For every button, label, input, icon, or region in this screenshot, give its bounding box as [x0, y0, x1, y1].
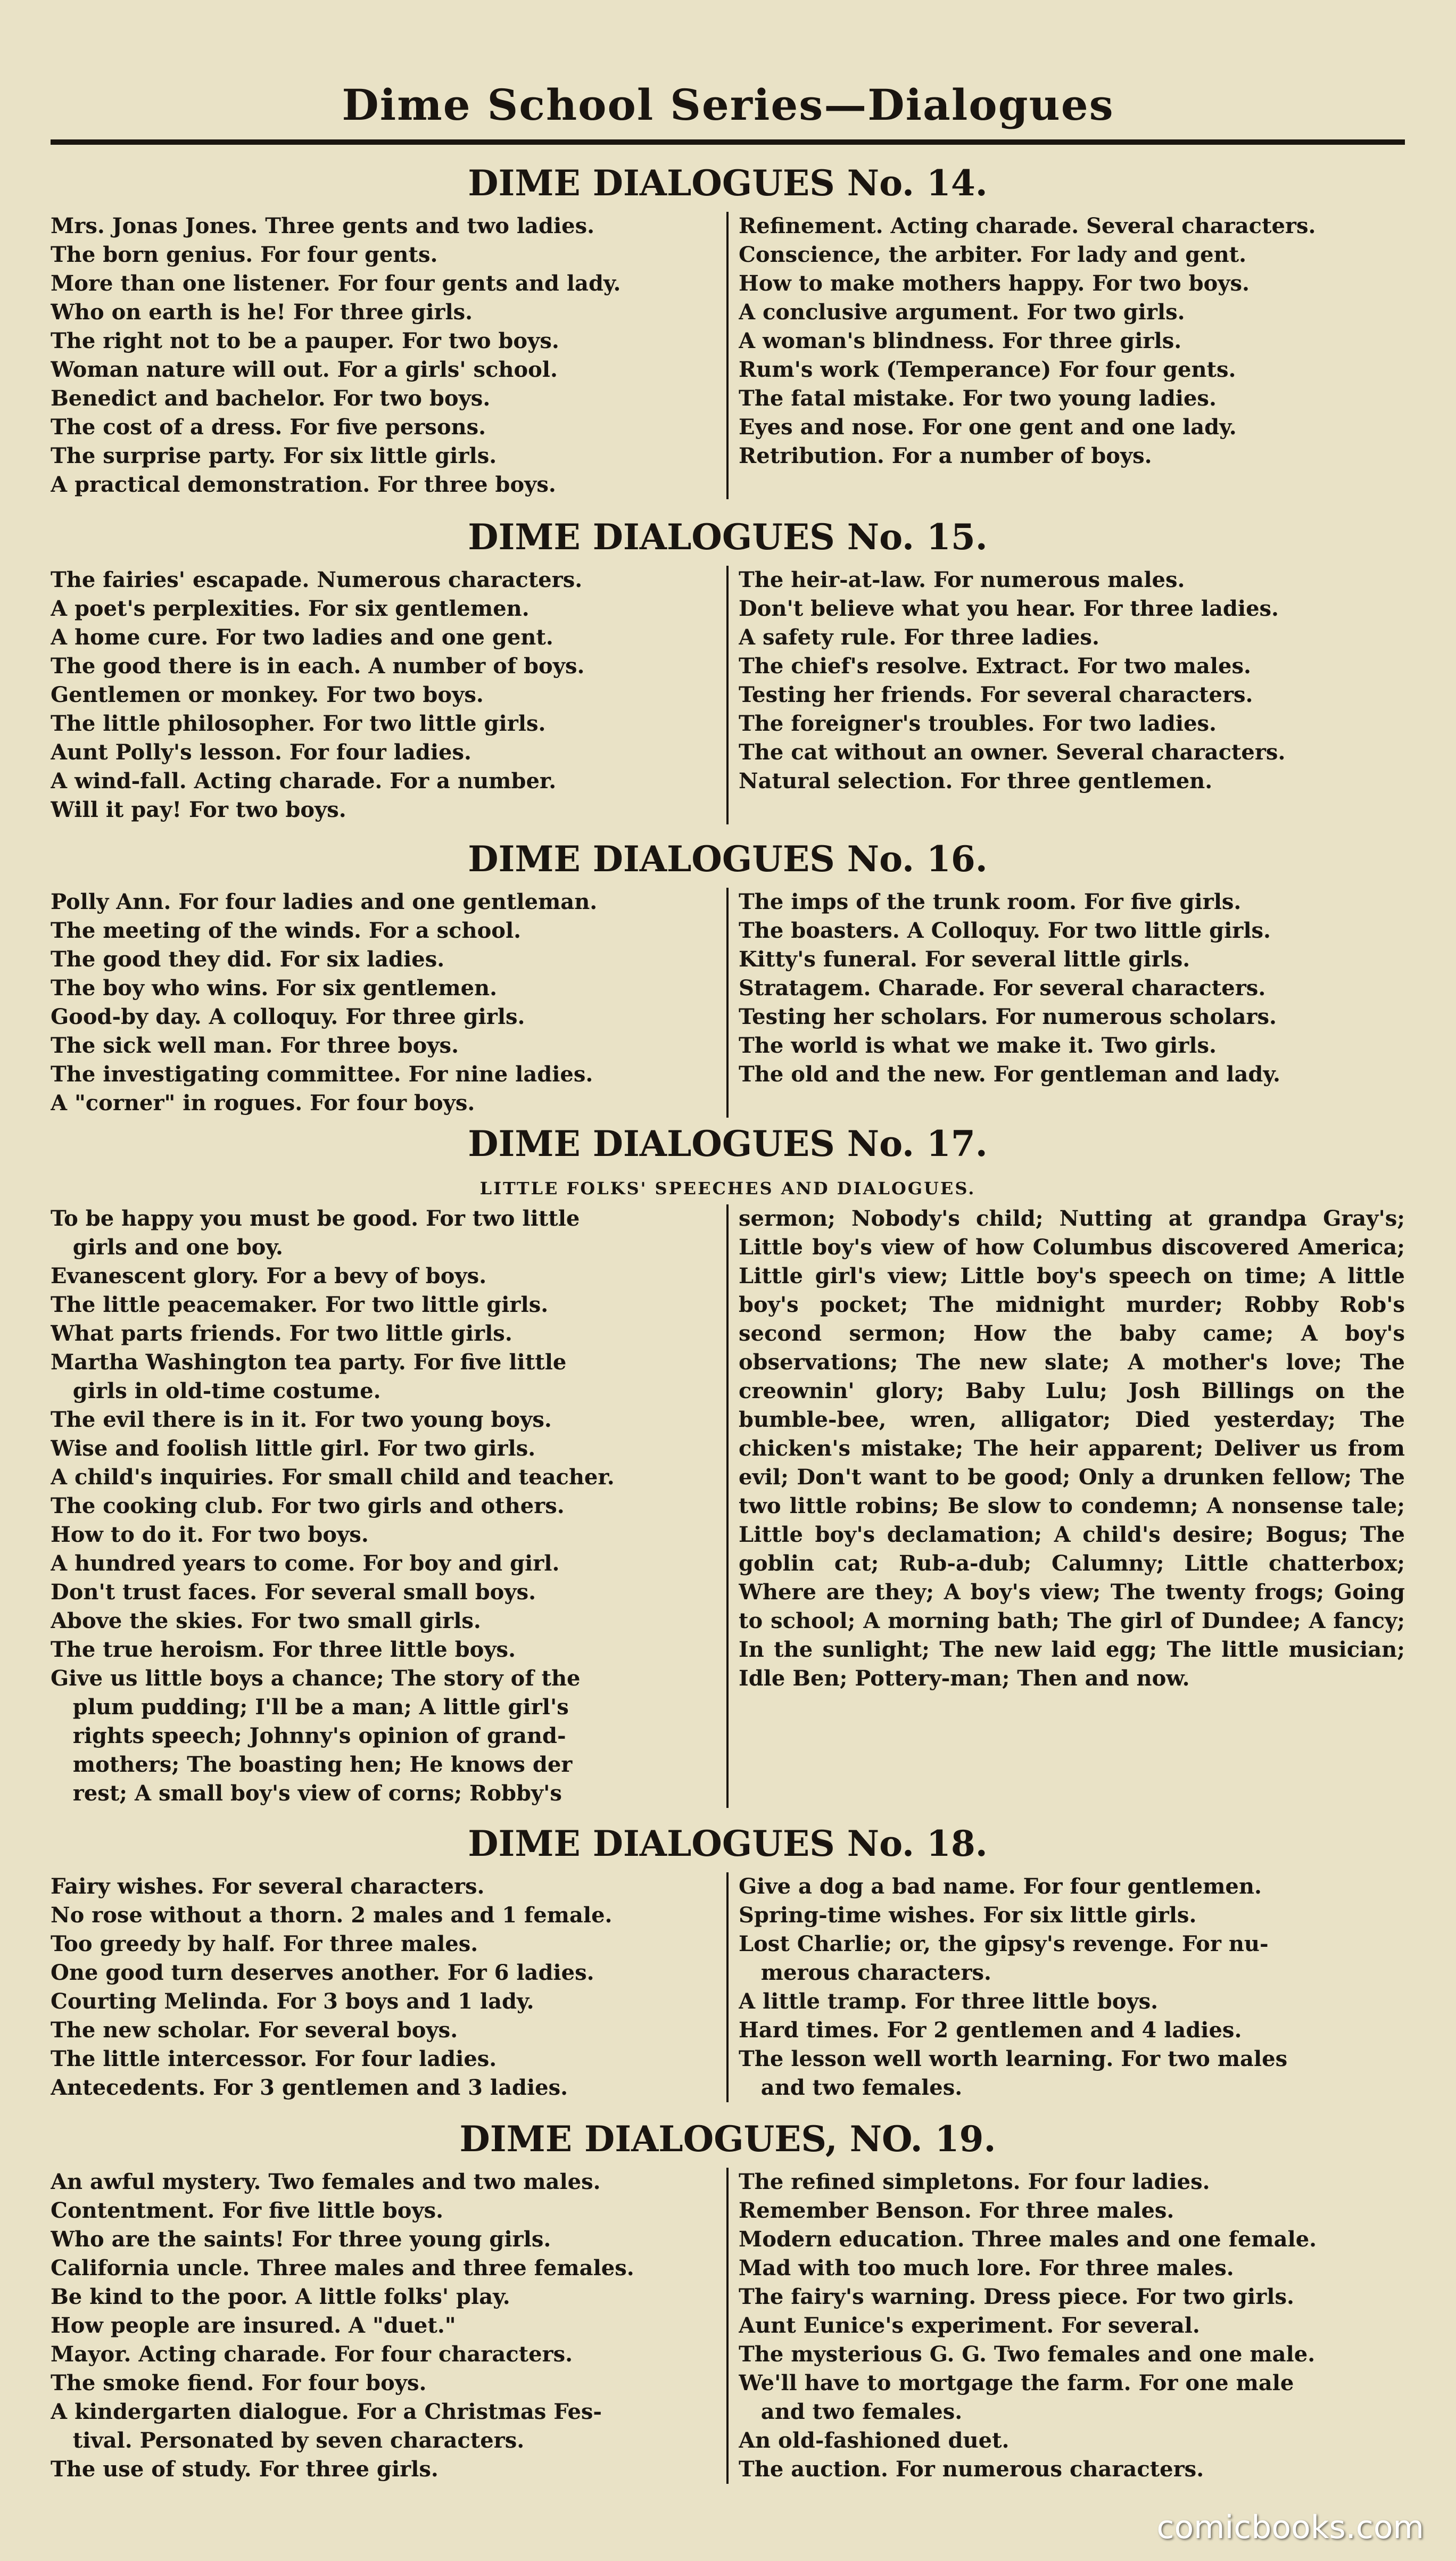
list-item: Be kind to the poor. A little folks' play. — [51, 2284, 510, 2309]
list-item: Remember Benson. For three males. — [739, 2198, 1174, 2223]
left-column — [51, 212, 717, 499]
list-item: Gentlemen or monkey. For two boys. — [51, 682, 484, 707]
list-item: Aunt Polly's lesson. For four ladies. — [51, 740, 471, 765]
column-divider — [726, 1204, 729, 1808]
right-column — [739, 2168, 1405, 2484]
list-item: The heir-at-law. For numerous males. — [739, 567, 1185, 592]
list-item: Modern education. Three males and one female. — [739, 2227, 1317, 2252]
list-item: A child's inquiries. For small child and teacher. — [51, 1465, 615, 1490]
list-item: The world is what we make it. Two girls. — [739, 1033, 1217, 1058]
left-column — [51, 566, 717, 824]
list-item: The sick well man. For three boys. — [51, 1033, 459, 1058]
page-header: Dime School Series—Dialogues — [342, 80, 1114, 130]
list-item: We'll have to mortgage the farm. For one male — [739, 2370, 1294, 2395]
list-item: One good turn deserves another. For 6 ladies. — [51, 1960, 594, 1985]
section-subtitle: LITTLE FOLKS' SPEECHES AND DIALOGUES. — [479, 1178, 976, 1199]
list-item: A little tramp. For three little boys. — [739, 1989, 1159, 2014]
list-item: Fairy wishes. For several characters. — [51, 1874, 485, 1899]
list-item: A "corner" in rogues. For four boys. — [51, 1091, 475, 1116]
left-column — [51, 1872, 717, 2102]
list-item: Give a dog a bad name. For four gentlemen. — [739, 1874, 1262, 1899]
right-column — [739, 566, 1405, 824]
list-item: rest; A small boy's view of corns; Robby's — [51, 1781, 562, 1806]
right-column — [739, 212, 1405, 499]
column-divider — [726, 1872, 729, 2102]
list-item: Retribution. For a number of boys. — [739, 443, 1152, 468]
list-item: Testing her friends. For several characters. — [739, 682, 1253, 707]
list-item: Don't believe what you hear. For three ladies. — [739, 596, 1279, 621]
list-item: How people are insured. A "duet." — [51, 2313, 456, 2338]
list-item: A safety rule. For three ladies. — [739, 625, 1099, 650]
left-column — [51, 1204, 717, 1808]
list-item: Will it pay! For two boys. — [51, 797, 346, 822]
list-item: The new scholar. For several boys. — [51, 2018, 458, 2043]
list-item: The imps of the trunk room. For five girls. — [739, 889, 1242, 914]
list-item: How to do it. For two boys. — [51, 1522, 369, 1547]
column-divider — [726, 212, 729, 499]
list-item: Who are the saints! For three young girls. — [51, 2227, 551, 2252]
list-item: What parts friends. For two little girls. — [51, 1321, 512, 1346]
list-item: and two females. — [739, 2399, 963, 2424]
list-item: The foreigner's troubles. For two ladies. — [739, 711, 1217, 736]
list-item: Good-by day. A colloquy. For three girls. — [51, 1004, 525, 1029]
list-item: Conscience, the arbiter. For lady and gent. — [739, 242, 1247, 267]
list-item: Woman nature will out. For a girls' school. — [51, 357, 558, 382]
section-19 — [51, 2110, 1405, 2484]
section-columns — [51, 1872, 1405, 2102]
list-item: The boy who wins. For six gentlemen. — [51, 976, 498, 1001]
list-item: A hundred years to come. For boy and girl. — [51, 1551, 560, 1576]
list-item: The meeting of the winds. For a school. — [51, 918, 522, 943]
section-title: DIME DIALOGUES No. 17. — [468, 1123, 988, 1164]
list-item: Benedict and bachelor. For two boys. — [51, 386, 491, 411]
list-item: The evil there is in it. For two young boys. — [51, 1407, 552, 1432]
list-item: Wise and foolish little girl. For two girls. — [51, 1436, 536, 1461]
list-item: The chief's resolve. Extract. For two males. — [739, 654, 1251, 679]
list-item: No rose without a thorn. 2 males and 1 female. — [51, 1903, 613, 1928]
list-item: The investigating committee. For nine ladies. — [51, 1062, 593, 1087]
list-item: More than one listener. For four gents and lady. — [51, 271, 621, 296]
list-item: The right not to be a pauper. For two boys. — [51, 328, 559, 353]
list-item: The little intercessor. For four ladies. — [51, 2046, 497, 2071]
column-divider — [726, 888, 729, 1118]
section-columns — [51, 212, 1405, 499]
list-item: To be happy you must be good. For two little — [51, 1206, 580, 1231]
section-title: DIME DIALOGUES No. 16. — [468, 838, 988, 880]
list-item: Eyes and nose. For one gent and one lady. — [739, 415, 1237, 440]
list-item: Spring-time wishes. For six little girls. — [739, 1903, 1197, 1928]
left-column — [51, 888, 717, 1118]
list-item: An awful mystery. Two females and two males. — [51, 2169, 601, 2194]
section-title: DIME DIALOGUES, NO. 19. — [459, 2118, 996, 2160]
list-item: The good there is in each. A number of boys. — [51, 654, 585, 679]
list-item: Refinement. Acting charade. Several characters. — [739, 213, 1316, 238]
list-item: The fatal mistake. For two young ladies. — [739, 386, 1217, 411]
list-item: Rum's work (Temperance) For four gents. — [739, 357, 1236, 382]
list-item: tival. Personated by seven characters. — [51, 2428, 525, 2453]
list-item: The boasters. A Colloquy. For two little girls. — [739, 918, 1271, 943]
list-item: The good they did. For six ladies. — [51, 947, 445, 972]
list-item: The little philosopher. For two little girls. — [51, 711, 546, 736]
section-columns — [51, 2168, 1405, 2484]
list-item: Who on earth is he! For three girls. — [51, 300, 473, 325]
list-item: A poet's perplexities. For six gentlemen. — [51, 596, 530, 621]
list-item: Contentment. For five little boys. — [51, 2198, 444, 2223]
list-item: Polly Ann. For four ladies and one gentleman. — [51, 889, 598, 914]
list-item: A conclusive argument. For two girls. — [739, 300, 1185, 325]
list-item: girls in old-time costume. — [51, 1378, 381, 1403]
right-column — [739, 888, 1405, 1118]
list-item: Courting Melinda. For 3 boys and 1 lady. — [51, 1989, 534, 2014]
list-item: Above the skies. For two small girls. — [51, 1608, 481, 1633]
list-item: Too greedy by half. For three males. — [51, 1931, 478, 1956]
list-item: Mayor. Acting charade. For four characters. — [51, 2342, 573, 2367]
list-item: Lost Charlie; or, the gipsy's revenge. For nu- — [739, 1931, 1269, 1956]
list-item: A wind-fall. Acting charade. For a number. — [51, 769, 557, 794]
list-item: rights speech; Johnny's opinion of grand- — [51, 1723, 566, 1748]
section-title: DIME DIALOGUES No. 14. — [468, 162, 988, 204]
list-item: A woman's blindness. For three girls. — [739, 328, 1182, 353]
section-columns — [51, 566, 1405, 824]
list-item: The refined simpletons. For four ladies. — [739, 2169, 1210, 2194]
list-item: The cat without an owner. Several characters. — [739, 740, 1286, 765]
list-item: mothers; The boasting hen; He knows der — [51, 1752, 573, 1777]
list-item: The surprise party. For six little girls. — [51, 443, 497, 468]
list-item: The cost of a dress. For five persons. — [51, 415, 486, 440]
list-item: Martha Washington tea party. For five little — [51, 1350, 567, 1375]
column-divider — [726, 2168, 729, 2484]
list-item: The lesson well worth learning. For two males — [739, 2046, 1288, 2071]
list-item: The fairies' escapade. Numerous characters. — [51, 567, 583, 592]
section-17 — [51, 1115, 1405, 1808]
list-item: The auction. For numerous characters. — [739, 2457, 1204, 2482]
list-item: Natural selection. For three gentlemen. — [739, 769, 1213, 794]
list-item: girls and one boy. — [51, 1235, 283, 1260]
list-item: Antecedents. For 3 gentlemen and 3 ladies. — [51, 2075, 568, 2100]
list-item: A home cure. For two ladies and one gent. — [51, 625, 553, 650]
list-item: and two females. — [739, 2075, 963, 2100]
section-15 — [51, 508, 1405, 824]
column-divider — [726, 566, 729, 824]
list-item: Give us little boys a chance; The story of the — [51, 1666, 581, 1691]
list-item: Mrs. Jonas Jones. Three gents and two ladies. — [51, 213, 595, 238]
section-title: DIME DIALOGUES No. 18. — [468, 1823, 988, 1864]
section-columns — [51, 1204, 1405, 1808]
section-16 — [51, 830, 1405, 1118]
list-item: Kitty's funeral. For several little girls. — [739, 947, 1190, 972]
list-item: A practical demonstration. For three boys. — [51, 472, 556, 497]
list-item: The smoke fiend. For four boys. — [51, 2370, 427, 2395]
list-item: Testing her scholars. For numerous scholars. — [739, 1004, 1277, 1029]
list-item: Evanescent glory. For a bevy of boys. — [51, 1263, 487, 1288]
section-title: DIME DIALOGUES No. 15. — [468, 516, 988, 558]
right-column-prose: sermon; Nobody's child; Nutting at grandpa Gray's; Little boy's view of how Columbus discovered America; Little girl's view; Little boy's speech on time; A little boy's pocket; The midnight murder; Robby Rob's second sermon; How the baby came; A boy's observations; The new slate; A mother's love; The creownin' glory; Baby Lulu; Josh Billings on the bumble-bee, wren, alligator; Died yesterday; The chicken's mistake; The heir apparent; Deliver us from evil; Don't want to be good; Only a drunken fellow; The two little robins; Be slow to condemn; A nonsense tale; Little boy's declamation; A child's desire; Bogus; The goblin cat; Rub-a-dub; Calumny; Little chatterbox; Where are they; A boy's view; The twenty frogs; Going to school; A morning bath; The girl of Dundee; A fancy; In the sunlight; The new laid egg; The little musician; Idle Ben; Pottery-man; Then and now. — [739, 1206, 1405, 1691]
list-item: The fairy's warning. Dress piece. For two girls. — [739, 2284, 1294, 2309]
list-item: Don't trust faces. For several small boys. — [51, 1580, 536, 1605]
list-item: The old and the new. For gentleman and lady. — [739, 1062, 1280, 1087]
left-column — [51, 2168, 717, 2484]
list-item: The cooking club. For two girls and others. — [51, 1493, 565, 1518]
list-item: California uncle. Three males and three females. — [51, 2256, 634, 2281]
list-item: The little peacemaker. For two little girls. — [51, 1292, 549, 1317]
list-item: An old-fashioned duet. — [739, 2428, 1010, 2453]
list-item: A kindergarten dialogue. For a Christmas Fes- — [51, 2399, 602, 2424]
section-18 — [51, 1815, 1405, 2102]
watermark: comicbooks.com — [1156, 2509, 1424, 2546]
list-item: How to make mothers happy. For two boys. — [739, 271, 1250, 296]
list-item: plum pudding; I'll be a man; A little girl's — [51, 1695, 569, 1720]
list-item: Aunt Eunice's experiment. For several. — [739, 2313, 1200, 2338]
section-columns — [51, 888, 1405, 1118]
section-14 — [51, 154, 1405, 499]
list-item: The mysterious G. G. Two females and one male. — [739, 2342, 1316, 2367]
list-item: The born genius. For four gents. — [51, 242, 438, 267]
list-item: The use of study. For three girls. — [51, 2457, 439, 2482]
list-item: Mad with too much lore. For three males. — [739, 2256, 1234, 2281]
list-item: merous characters. — [739, 1960, 991, 1985]
header-rule — [51, 139, 1405, 145]
right-column — [739, 1872, 1405, 2102]
list-item: The true heroism. For three little boys. — [51, 1637, 516, 1662]
list-item: Hard times. For 2 gentlemen and 4 ladies. — [739, 2018, 1242, 2043]
list-item: Stratagem. Charade. For several characters. — [739, 976, 1266, 1001]
